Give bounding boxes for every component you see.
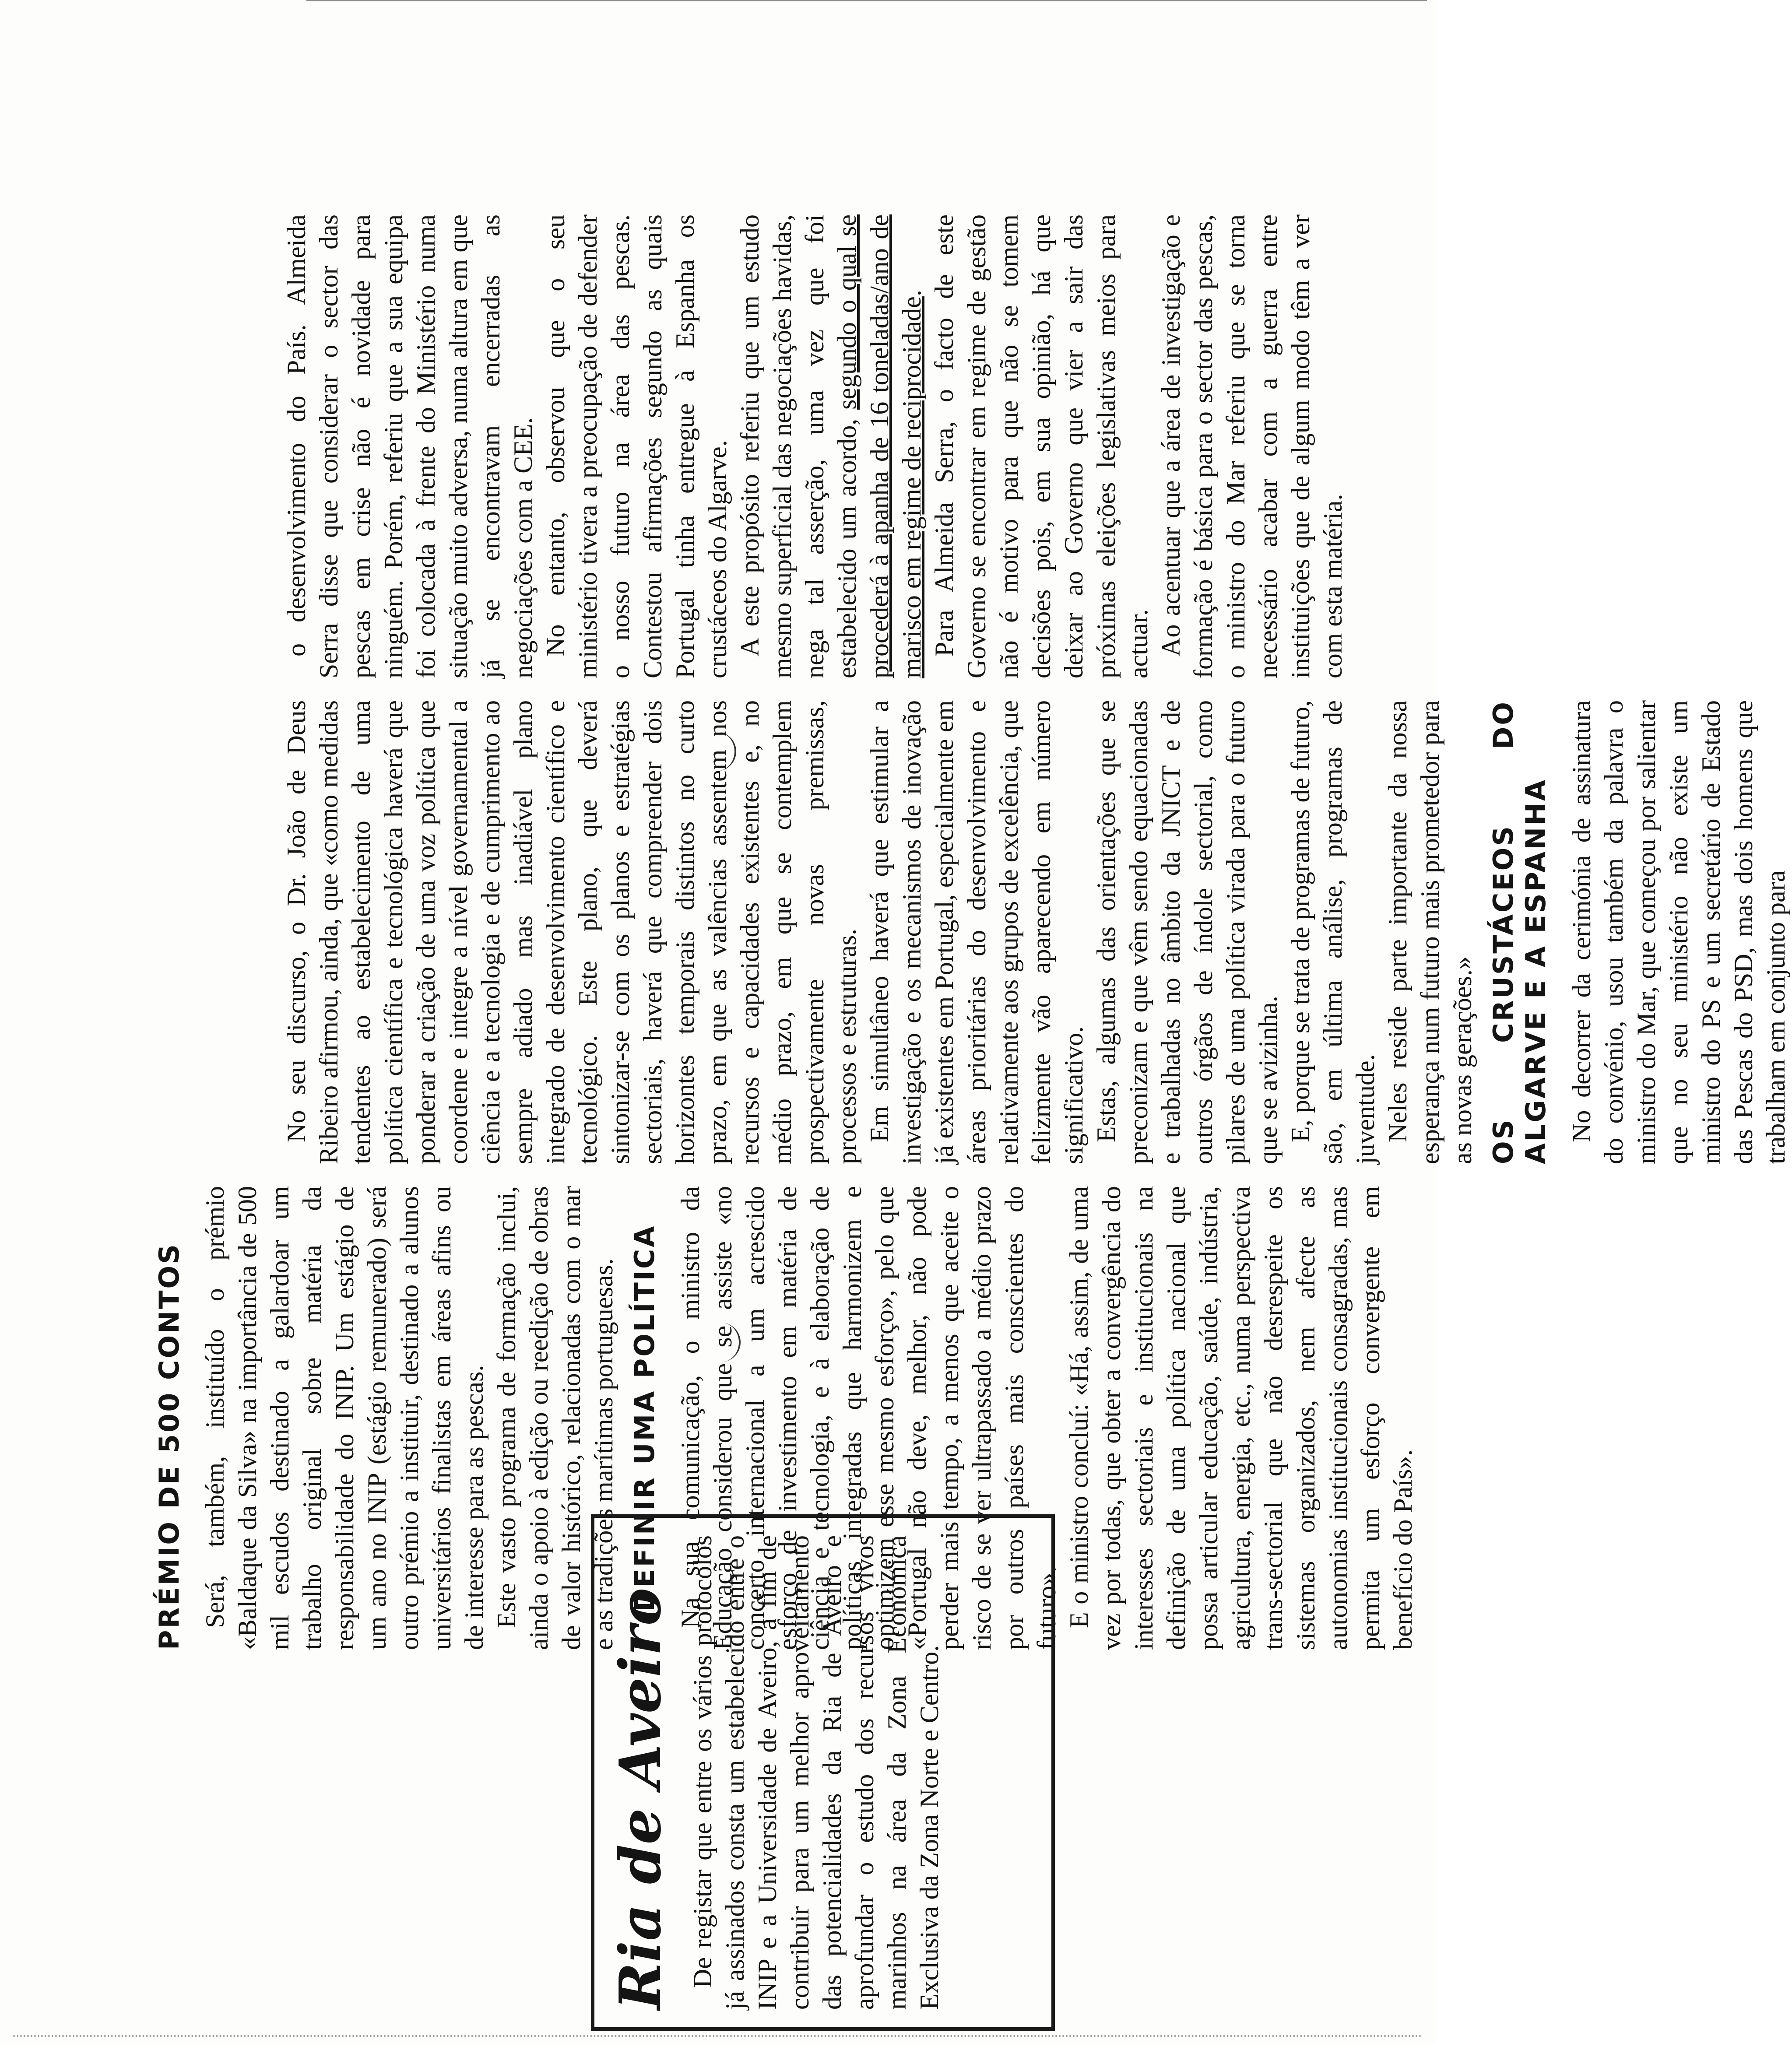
paragraph: No entanto, observou que o seu ministério tivera a preocupação de defender o nosso futuro na área das pescas. Contestou afirmações segundo as quais Portugal tinha entregue à Espanha os crustáceos do Algarve.	[541, 214, 732, 678]
paragraph: Ao acentuar que a área de investigação e formação é básica para o sector das pescas, o ministro do Mar referiu que se torna necessário acabar com a guerra entre instituições que de algum modo têm a ver com esta matéria.	[1156, 214, 1347, 678]
paragraph: Neles reside parte importante da nossa esperança num futuro mais prometedor para as novas gerações.»	[1383, 700, 1477, 1164]
paragraph: Este vasto programa de formação inclui, ainda o apoio à edição ou reedição de obras de valor histórico, relacionadas com o mar e as tradições marítimas portuguesas.	[492, 1186, 618, 1650]
paragraph: E o ministro concluí: «Há, assim, de uma vez por todas, que obter a convergência do interesses sectoriais e institucionais na definição de uma política nacional que possa articular educação, saúde, indústria, agricultura, energia, etc., numa perspectiva trans-sectorial que não desrespeite os sistemas organizados, nem afecte as autonomias institucionais consagradas, mas permita um esforço convergente em benefício do País».	[1065, 1186, 1417, 1650]
column-3	[280, 214, 1349, 678]
paragraph: Na sua comunicação, o ministro da Educação considerou que se assiste «no concerto internacional a um acrescido esforço de investimento em matéria de ciência e tecnologia, e à elaboração de políticas integradas que harmonizem e optimizem esse mesmo esforço», pelo que «Portugal não deve, melhor, não pode perder mais tempo, a menos que aceite o risco de se ver ultrapassado a médio prazo por outros países mais conscientes do futuro».	[676, 1186, 1061, 1650]
paragraph: No seu discurso, o Dr. João de Deus Ribeiro afirmou, ainda, que «como medidas tendentes ao estabelecimento de uma política científica e tecnológica haverá que ponderar a criação de uma voz política que coordene e integre a nível governamental a ciência e a tecnologia e de cumprimento ao sempre adiado mas inadiável plano integrado de desenvolvimento científico e tecnológico. Este plano, que deverá sintonizar-se com os planos e estratégias sectoriais, haverá que compreender dois horizontes temporais distintos no curto prazo, em que as valências assentem nos recursos e capacidades existentes e, no médio prazo, em que se contemplem prospectivamente novas premissas, processos e estruturas.	[282, 700, 861, 1164]
paragraph: Para Almeida Serra, o facto de este Governo se encontrar em regime de gestão não é motivo para que não se tomem decisões pois, em sua opinião, há que deixar ao Governo que vier a sair das próximas eleições legislativas meios para actuar.	[930, 214, 1153, 678]
heading-politica: DEFINIR UMA POLÍTICA	[629, 1224, 661, 1612]
scan-top-edge	[306, 0, 1427, 7]
paragraph: o desenvolvimento do País. Almeida Serra disse que considerar o sector das pescas em crise não é novidade para ninguém. Porém, referiu que a sua equipa foi colocada à frente do Ministério numa situação muito adversa, numa altura em que já se encontravam encerradas as negociações com a CEE.	[282, 214, 538, 678]
ria-de-aveiro-box	[591, 1514, 1055, 2031]
column-2	[280, 700, 1792, 1164]
paragraph: Estas, algumas das orientações que se preconizam e que vêm sendo equacionadas e trabalhadas no âmbito da JNICT e de outros órgãos de índole sectorial, como pilares de uma política virada para o futuro que se avizinha.	[1092, 700, 1283, 1164]
underlined-text: segundo o qual se procederá à apanha de 16 toneladas/ano de marisco em regime de reciprocidade	[833, 214, 926, 678]
box-title: Ria de Aveiro	[607, 1587, 674, 2010]
text-run: .	[897, 290, 926, 297]
paragraph	[734, 214, 928, 678]
heading-crustaceos: OS CRUSTÁCEOS DO ALGARVE E A ESPANHA	[1487, 700, 1552, 1164]
heading-premio: PRÉMIO DE 500 CONTOS	[153, 1243, 185, 1650]
paragraph: No decorrer da cerimónia de assinatura do convénio, usou também da palavra o ministro do Mar, que começou por salientar que no seu ministério não existe um ministro do PS e um secretário de Estado das Pescas do PSD, mas dois homens que trabalham em conjunto para	[1567, 700, 1790, 1164]
paragraph: E, porque se trata de programas de futuro, são, em última análise, programas de juventude.	[1286, 700, 1380, 1164]
paragraph: Em simultâneo haverá que estimular a investigação e os mecanismos de inovação já existentes em Portugal, especialmente em áreas prioritárias do desenvolvimento e relativamente aos grupos de excelência, que felizmente vão aparecendo em número significativo.	[865, 700, 1088, 1164]
box-text: De registar que entre os vários protocolos já assinados consta um estabelecido entre o INIP e a Universidade de Aveiro, a fim de contribuir para um melhor aproveitamento das potencialidades da Ria de Aveiro e aprofundar o estudo dos recursos vivos marinhos na área da Zona Económica Exclusiva da Zona Norte e Centro.	[688, 1535, 944, 2010]
text-run: A este propósito referiu que um estudo mesmo superficial das negociações havidas, nega tal asserção, uma vez que foi estabelecido um acordo,	[735, 214, 861, 678]
paragraph: Será, também, instituído o prémio «Baldaque da Silva» na importância de 500 mil escudos destinado a galardoar um trabalho original sobre matéria da responsabilidade do INIP. Um estágio de um ano no INIP (estágio remunerado) será outro prémio a instituir, destinado a alunos universitários finalistas em áreas afins ou de interesse para as pescas.	[200, 1186, 488, 1650]
newspaper-clipping	[0, 201, 1790, 2057]
